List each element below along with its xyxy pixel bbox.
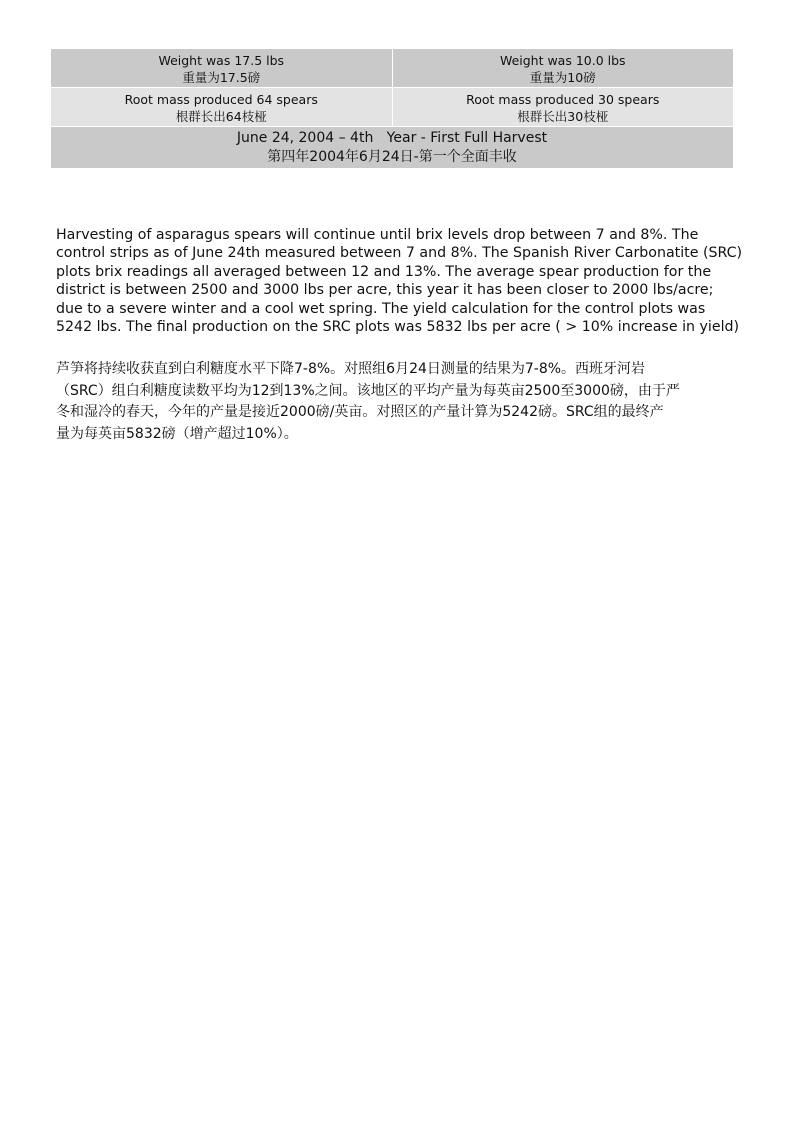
chinese-paragraph-line: （SRC）组白利糖度读数平均为12到13%之间。该地区的平均产量为每英亩2500至3000磅，由于严 <box>56 382 680 399</box>
root-mass-right-en: Root mass produced 30 spears <box>466 91 660 107</box>
english-paragraph-line: 5242 lbs. The final production on the SRC plots was 5832 lbs per acre ( > 10% increase in yield) <box>56 319 740 336</box>
harvest-date-zh: 第四年2004年6月24日-第一个全面丰收 <box>267 149 517 165</box>
chinese-paragraph-line: 芦笋将持续收获直到白利糖度水平下降7-8%。对照组6月24日测量的结果为7-8%。西班牙河岩 <box>56 361 646 377</box>
root-mass-row <box>51 88 734 127</box>
root-mass-cell-right <box>392 88 734 127</box>
weight-cell-right <box>392 49 734 88</box>
english-paragraph-line: district is between 2500 and 3000 lbs per acre, this year it has been closer to 2000 lbs/acre; <box>56 282 714 299</box>
english-paragraph-line: Harvesting of asparagus spears will continue until brix levels drop between 7 and 8%. The <box>56 227 699 243</box>
harvest-date-en: June 24, 2004 – 4th Year - First Full Harvest <box>236 130 548 146</box>
weight-left-en: Weight was 17.5 lbs <box>158 52 285 68</box>
root-mass-cell-left <box>51 88 393 127</box>
english-paragraph-line: plots brix readings all averaged between 12 and 13%. The average spear production for the <box>56 263 712 280</box>
weight-row <box>51 49 734 88</box>
chinese-paragraph-line: 量为每英亩5832磅（增产超过10%）。 <box>56 425 298 442</box>
root-mass-left-en: Root mass produced 64 spears <box>124 91 318 107</box>
harvest-date-row <box>51 127 734 169</box>
english-paragraph <box>56 226 750 336</box>
weight-cell-left <box>51 49 393 88</box>
harvest-date-cell <box>51 127 734 169</box>
english-paragraph-line: control strips as of June 24th measured between 7 and 8%. The Spanish River Carbonatite (SRC) <box>56 245 743 262</box>
english-paragraph-line: due to a severe winter and a cool wet spring. The yield calculation for the control plots was <box>56 300 706 317</box>
weight-left-zh: 重量为17.5磅 <box>182 69 261 85</box>
root-mass-right-zh: 根群长出30枝桠 <box>517 108 609 124</box>
weight-right-en: Weight was 10.0 lbs <box>499 52 626 68</box>
weight-right-zh: 重量为10磅 <box>529 69 596 85</box>
root-mass-left-zh: 根群长出64枝桠 <box>175 108 267 124</box>
chinese-paragraph <box>56 359 750 445</box>
harvest-results-table <box>50 48 734 169</box>
chinese-paragraph-line: 冬和湿冷的春天，今年的产量是接近2000磅/英亩。对照区的产量计算为5242磅。SRC组的最终产 <box>56 404 664 420</box>
